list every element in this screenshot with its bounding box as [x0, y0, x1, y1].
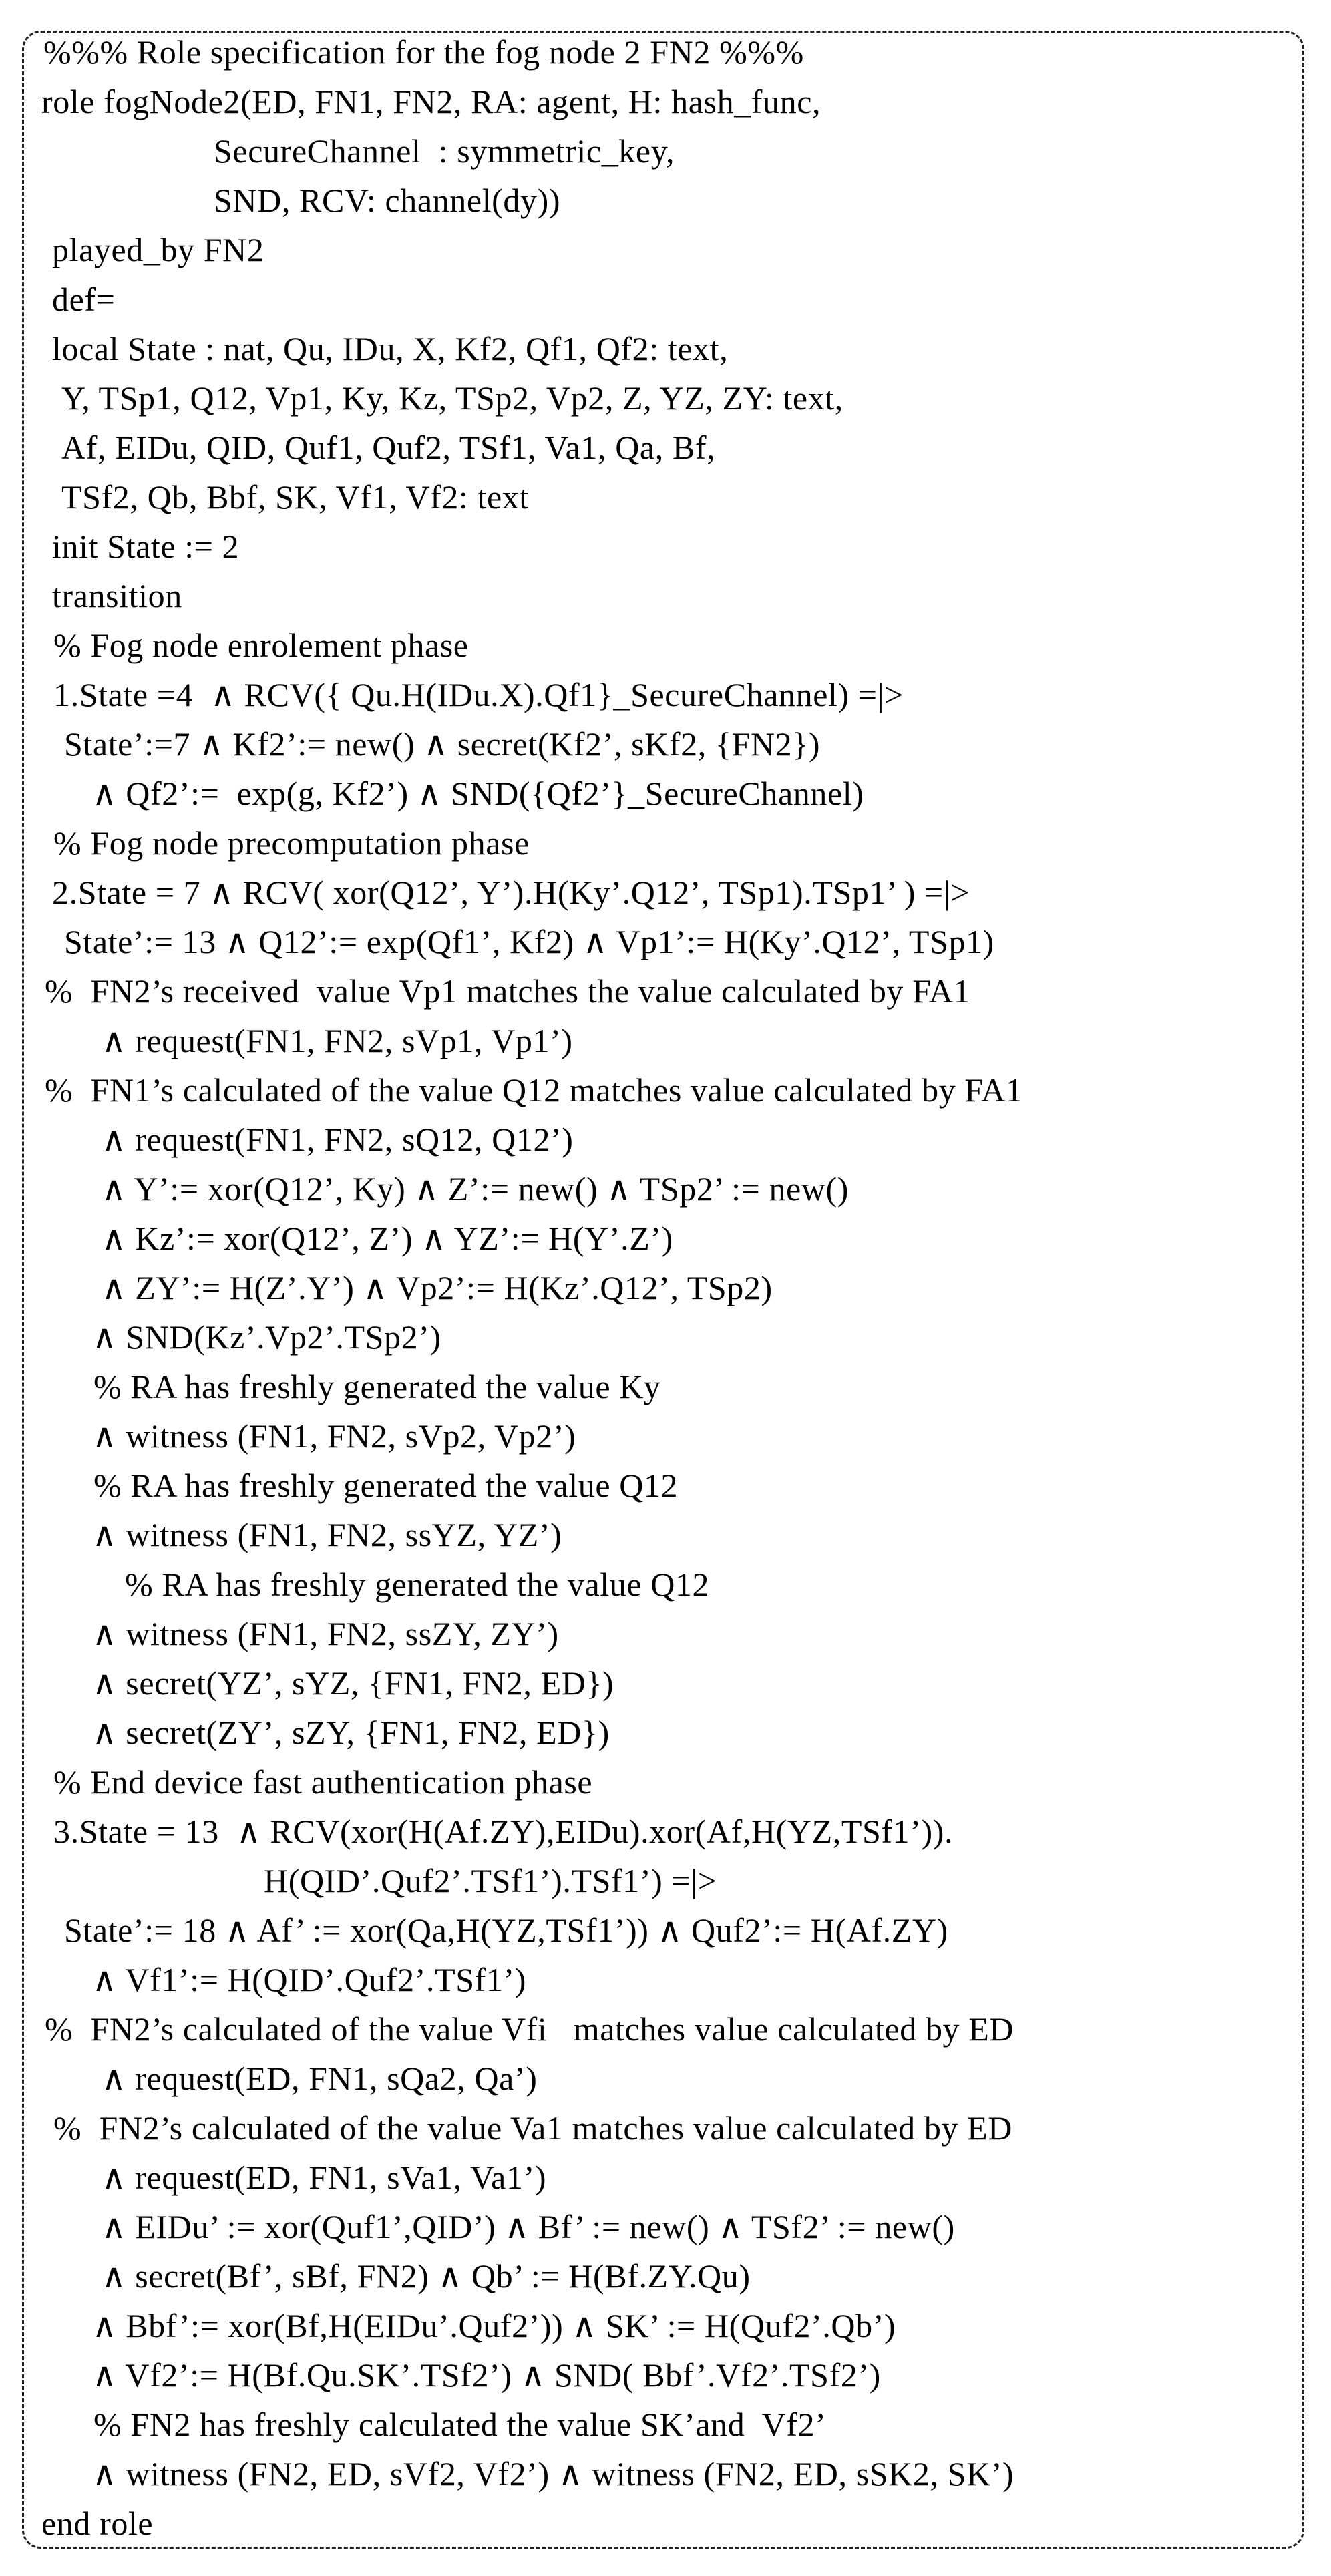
- code-line: State’:=7 ∧ Kf2’:= new() ∧ secret(Kf2’, sKf2, {FN2}): [64, 725, 821, 763]
- code-line: ∧ witness (FN1, FN2, sVp2, Vp2’): [92, 1417, 576, 1455]
- code-line: ∧ Vf1’:= H(QID’.Quf2’.TSf1’): [92, 1961, 526, 1998]
- comment-line: % FN2’s received value Vp1 matches the value calculated by FA1: [45, 972, 971, 1010]
- code-line: TSf2, Qb, Bbf, SK, Vf1, Vf2: text: [61, 478, 529, 516]
- comment-line: % FN1’s calculated of the value Q12 matches value calculated by FA1: [45, 1071, 1023, 1109]
- comment-line: % Fog node precomputation phase: [53, 824, 530, 862]
- code-line: init State := 2: [52, 528, 240, 565]
- transition-line: 2.State = 7 ∧ RCV( xor(Q12’, Y’).H(Ky’.Q12’, TSp1).TSp1’ ) =|>: [52, 874, 970, 911]
- code-line: end role: [41, 2505, 154, 2542]
- code-line: State’:= 18 ∧ Af’ := xor(Qa,H(YZ,TSf1’)) ∧ Quf2’:= H(Af.ZY): [64, 1911, 948, 1949]
- comment-line: % RA has freshly generated the value Q12: [93, 1467, 679, 1504]
- code-line: ∧ SND(Kz’.Vp2’.TSp2’): [92, 1318, 441, 1356]
- comment-line: % Fog node enrolement phase: [53, 626, 469, 664]
- code-line: ∧ witness (FN1, FN2, ssZY, ZY’): [92, 1615, 559, 1652]
- code-line: ∧ secret(ZY’, sZY, {FN1, FN2, ED}): [92, 1714, 610, 1751]
- code-line: State’:= 13 ∧ Q12’:= exp(Qf1’, Kf2) ∧ Vp1’:= H(Ky’.Q12’, TSp1): [64, 923, 994, 960]
- code-line: ∧ secret(YZ’, sYZ, {FN1, FN2, ED}): [92, 1664, 614, 1702]
- transition-line: 3.State = 13 ∧ RCV(xor(H(Af.ZY),EIDu).xor(Af,H(YZ,TSf1’)).: [53, 1813, 954, 1850]
- code-line: ∧ EIDu’ := xor(Quf1’,QID’) ∧ Bf’ := new() ∧ TSf2’ := new(): [102, 2208, 955, 2245]
- code-line: SecureChannel : symmetric_key,: [214, 132, 675, 170]
- code-line: Y, TSp1, Q12, Vp1, Ky, Kz, TSp2, Vp2, Z, YZ, ZY: text,: [61, 379, 843, 417]
- code-line: ∧ Vf2’:= H(Bf.Qu.SK’.TSf2’) ∧ SND( Bbf’.Vf2’.TSf2’): [92, 2356, 881, 2394]
- comment-line: % RA has freshly generated the value Q12: [125, 1566, 710, 1603]
- code-line: role fogNode2(ED, FN1, FN2, RA: agent, H: hash_func,: [41, 83, 821, 120]
- code-line: transition: [52, 577, 182, 614]
- code-line: SND, RCV: channel(dy)): [214, 182, 561, 219]
- comment-line: % FN2’s calculated of the value Va1 matches value calculated by ED: [53, 2109, 1013, 2147]
- transition-line: 1.State =4 ∧ RCV({ Qu.H(IDu.X).Qf1}_SecureChannel) =|>: [53, 676, 904, 713]
- code-line: ∧ request(FN1, FN2, sVp1, Vp1’): [102, 1022, 573, 1059]
- comment-line: %%% Role specification for the fog node 2 FN2 %%%: [43, 33, 804, 71]
- comment-line: % RA has freshly generated the value Ky: [93, 1368, 661, 1405]
- code-line: Af, EIDu, QID, Quf1, Quf2, TSf1, Va1, Qa, Bf,: [61, 429, 716, 466]
- code-line: ∧ ZY’:= H(Z’.Y’) ∧ Vp2’:= H(Kz’.Q12’, TSp2): [102, 1269, 773, 1306]
- code-line: ∧ Bbf’:= xor(Bf,H(EIDu’.Quf2’)) ∧ SK’ := H(Quf2’.Qb’): [92, 2307, 896, 2344]
- code-line: ∧ Qf2’:= exp(g, Kf2’) ∧ SND({Qf2’}_SecureChannel): [92, 775, 864, 812]
- comment-line: % FN2’s calculated of the value Vfi matches value calculated by ED: [45, 2010, 1014, 2048]
- code-line: def=: [52, 281, 116, 318]
- comment-line: % End device fast authentication phase: [53, 1763, 593, 1801]
- code-line: ∧ witness (FN2, ED, sVf2, Vf2’) ∧ witness (FN2, ED, sSK2, SK’): [92, 2455, 1014, 2493]
- code-line: ∧ Y’:= xor(Q12’, Ky) ∧ Z’:= new() ∧ TSp2’ := new(): [102, 1170, 849, 1208]
- code-line: ∧ secret(Bf’, sBf, FN2) ∧ Qb’ := H(Bf.ZY.Qu): [102, 2257, 751, 2295]
- code-line: ∧ request(FN1, FN2, sQ12, Q12’): [102, 1121, 574, 1158]
- code-line: played_by FN2: [52, 231, 264, 268]
- code-line: ∧ witness (FN1, FN2, ssYZ, YZ’): [92, 1516, 562, 1553]
- code-line: ∧ request(ED, FN1, sQa2, Qa’): [102, 2060, 538, 2097]
- code-line: H(QID’.Quf2’.TSf1’).TSf1’) =|>: [264, 1862, 717, 1899]
- code-line: ∧ request(ED, FN1, sVa1, Va1’): [102, 2159, 547, 2196]
- code-line: local State : nat, Qu, IDu, X, Kf2, Qf1, Qf2: text,: [52, 330, 729, 367]
- comment-line: % FN2 has freshly calculated the value SK’and Vf2’: [93, 2406, 827, 2443]
- code-line: ∧ Kz’:= xor(Q12’, Z’) ∧ YZ’:= H(Y’.Z’): [102, 1220, 673, 1257]
